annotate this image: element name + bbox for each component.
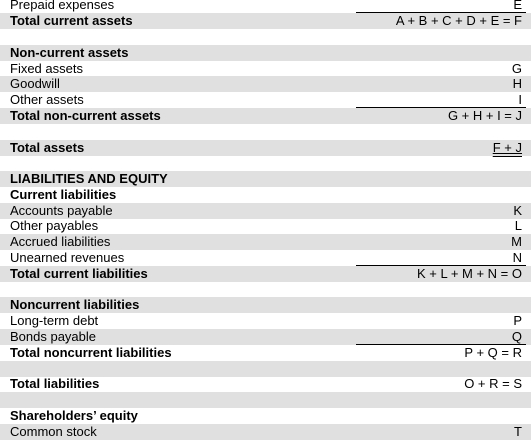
row-bonds-payable	[0, 329, 531, 345]
row-label: Total noncurrent liabilities	[10, 345, 172, 361]
row-spacer	[0, 282, 531, 298]
row-value: K + L + M + N = O	[416, 266, 522, 282]
section-heading: Noncurrent liabilities	[10, 297, 140, 313]
row-value: P + Q = R	[464, 345, 522, 361]
row-non-current-assets-heading	[0, 45, 531, 61]
row-spacer	[0, 155, 531, 171]
row-label: Total liabilities	[10, 376, 100, 392]
row-label: Long-term debt	[10, 313, 99, 329]
row-value: I	[518, 92, 522, 108]
row-label: Total current assets	[10, 13, 133, 29]
row-total-current-assets	[0, 13, 531, 29]
row-value: T	[514, 424, 522, 440]
row-total-noncurrent-liabilities	[0, 345, 531, 361]
row-liabilities-equity-heading	[0, 171, 531, 187]
row-other-assets	[0, 92, 531, 108]
row-current-liabilities-heading	[0, 187, 531, 203]
subtotal-rule	[356, 265, 526, 266]
subtotal-rule	[356, 12, 526, 13]
row-prepaid-expenses	[0, 0, 531, 13]
row-accrued-liabilities	[0, 234, 531, 250]
row-spacer	[0, 124, 531, 140]
row-value: L	[514, 218, 522, 234]
row-value: K	[513, 203, 522, 219]
row-long-term-debt	[0, 313, 531, 329]
row-label: Other assets	[10, 92, 84, 108]
section-heading: Shareholders’ equity	[10, 408, 138, 424]
row-total-liabilities	[0, 376, 531, 392]
row-label: Total current liabilities	[10, 266, 148, 282]
row-total-non-current-assets	[0, 108, 531, 124]
row-label: Unearned revenues	[10, 250, 125, 266]
row-value: M	[511, 234, 522, 250]
row-total-current-liabilities	[0, 266, 531, 282]
row-label: Bonds payable	[10, 329, 97, 345]
row-goodwill	[0, 76, 531, 92]
row-label: Accounts payable	[10, 203, 113, 219]
section-heading: Non-current assets	[10, 45, 129, 61]
row-value: O + R = S	[464, 376, 522, 392]
section-heading: LIABILITIES AND EQUITY	[10, 171, 168, 187]
section-heading: Current liabilities	[10, 187, 117, 203]
row-value: Q	[511, 329, 522, 345]
row-common-stock	[0, 424, 531, 440]
row-label: Goodwill	[10, 76, 60, 92]
row-spacer	[0, 361, 531, 377]
row-label: Common stock	[10, 424, 97, 440]
row-spacer	[0, 392, 531, 408]
row-total-assets	[0, 140, 531, 156]
row-value: N	[512, 250, 522, 266]
row-label: Other payables	[10, 218, 99, 234]
row-shareholders-equity-heading	[0, 408, 531, 424]
row-label: Fixed assets	[10, 61, 83, 77]
row-value: G	[511, 61, 522, 77]
row-value: G + H + I = J	[447, 108, 522, 124]
row-label: Total non-current assets	[10, 108, 161, 124]
row-other-payables	[0, 218, 531, 234]
row-fixed-assets	[0, 61, 531, 77]
row-value: P	[513, 313, 522, 329]
row-accounts-payable	[0, 203, 531, 219]
row-noncurrent-liabilities-heading	[0, 297, 531, 313]
row-unearned-revenues	[0, 250, 531, 266]
row-label: Accrued liabilities	[10, 234, 111, 250]
row-value: E	[513, 0, 522, 13]
row-spacer	[0, 29, 531, 45]
row-label: Prepaid expenses	[10, 0, 115, 13]
row-value: F + J	[492, 140, 522, 156]
row-value: H	[512, 76, 522, 92]
subtotal-rule	[356, 344, 526, 345]
subtotal-rule	[356, 107, 526, 108]
row-label: Total assets	[10, 140, 85, 156]
row-value: A + B + C + D + E = F	[395, 13, 522, 29]
